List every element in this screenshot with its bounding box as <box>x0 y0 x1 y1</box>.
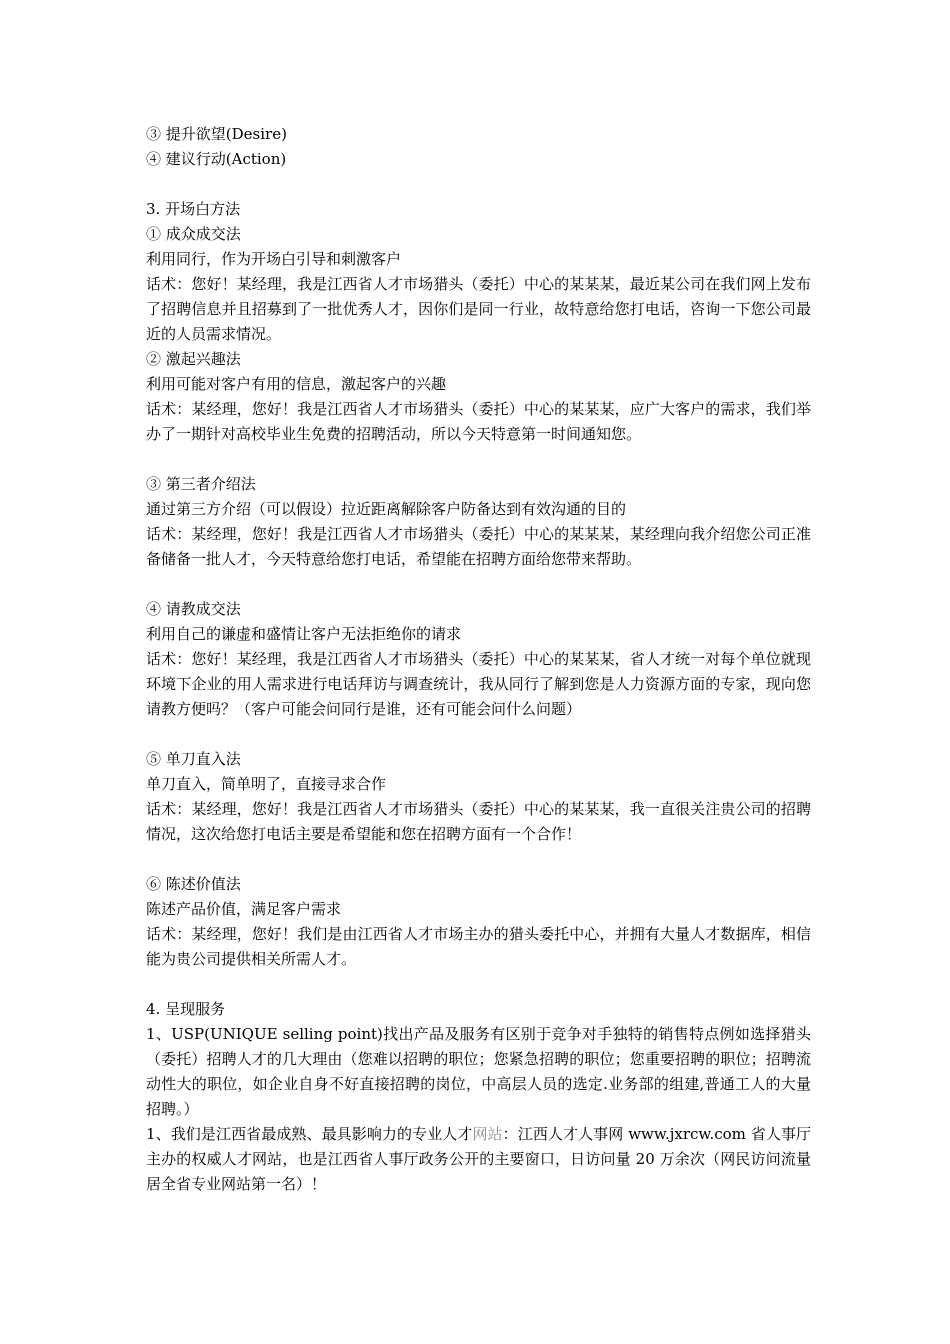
website-paragraph <box>146 1122 811 1197</box>
section-3-title: 3. 开场白方法 <box>146 200 241 218</box>
method-summary: 陈述产品价值，满足客户需求 <box>146 900 342 918</box>
method-script: 话术：您好！某经理，我是江西省人才市场猎头（委托）中心的某某某，最近某公司在我们网上发布了招聘信息并且招募到了一批优秀人才，因你们是同一行业，故特意给您打电话，咨询一下您公司最近的人员需求情况。 <box>146 275 811 343</box>
method-summary: 利用自己的谦虚和盛情让客户无法拒绝你的请求 <box>146 625 462 643</box>
website-paragraph-rest: ：江西人才人事网 www.jxrcw.com 省人事厅主办的权威人才网站，也是江西省人事厅政务公开的主要窗口，日访问量 20 万余次（网民访问流量居全省专业网站第一名）！ <box>146 1125 811 1193</box>
method-summary: 通过第三方介绍（可以假设）拉近距离解除客户防备达到有效沟通的目的 <box>146 500 627 518</box>
method-summary: 单刀直入，简单明了，直接寻求合作 <box>146 775 387 793</box>
spacer <box>146 447 811 472</box>
method-script: 话术：某经理，您好！我是江西省人才市场猎头（委托）中心的某某某，应广大客户的需求，我们举办了一期针对高校毕业生免费的招聘活动，所以今天特意第一时间通知您。 <box>146 400 811 443</box>
method-heading: ② 激起兴趣法 <box>146 350 241 368</box>
method-heading: ⑥ 陈述价值法 <box>146 875 241 893</box>
method-script: 话术：您好！某经理，我是江西省人才市场猎头（委托）中心的某某某，省人才统一对每个单位就现环境下企业的用人需求进行电话拜访与调查统计，我从同行了解到您是人力资源方面的专家，现向您请教方便吗？（客户可能会问同行是谁，还有可能会问什么问题） <box>146 650 811 718</box>
spacer <box>146 722 811 747</box>
spacer <box>146 972 811 997</box>
document-page <box>146 122 811 1197</box>
spacer <box>146 172 811 197</box>
method-heading: ③ 第三者介绍法 <box>146 475 256 493</box>
spacer <box>146 572 811 597</box>
method-script: 话术：某经理，您好！我是江西省人才市场猎头（委托）中心的某某某，我一直很关注贵公司的招聘情况，这次给您打电话主要是希望能和您在招聘方面有一个合作！ <box>146 800 811 843</box>
aida-step-desire: ③ 提升欲望(Desire) <box>146 125 287 143</box>
method-script: 话术：某经理，您好！我是江西省人才市场猎头（委托）中心的某某某，某经理向我介绍您公司正准备储备一批人才，今天特意给您打电话，希望能在招聘方面给您带来帮助。 <box>146 525 811 568</box>
spacer <box>146 847 811 872</box>
method-heading: ① 成众成交法 <box>146 225 241 243</box>
usp-paragraph: 1、USP(UNIQUE selling point)找出产品及服务有区别于竞争对手独特的销售特点例如选择猎头（委托）招聘人才的几大理由（您难以招聘的职位；您紧急招聘的职位；您重要招聘的职位；招聘流动性大的职位，如企业自身不好直接招聘的岗位，中高层人员的选定.业务部的组建,普通工人的大量招聘。） <box>146 1025 811 1118</box>
method-summary: 利用同行，作为开场白引导和刺激客户 <box>146 250 402 268</box>
method-heading: ④ 请教成交法 <box>146 600 241 618</box>
website-word: 网站 <box>472 1125 503 1143</box>
website-paragraph-start: 1、我们是江西省最成熟、最具影响力的专业人才 <box>146 1125 473 1143</box>
method-heading: ⑤ 单刀直入法 <box>146 750 241 768</box>
section-4-title: 4. 呈现服务 <box>146 1000 226 1018</box>
method-summary: 利用可能对客户有用的信息，激起客户的兴趣 <box>146 375 447 393</box>
method-script: 话术：某经理，您好！我们是由江西省人才市场主办的猎头委托中心，并拥有大量人才数据库，相信能为贵公司提供相关所需人才。 <box>146 925 811 968</box>
aida-step-action: ④ 建议行动(Action) <box>146 150 287 168</box>
